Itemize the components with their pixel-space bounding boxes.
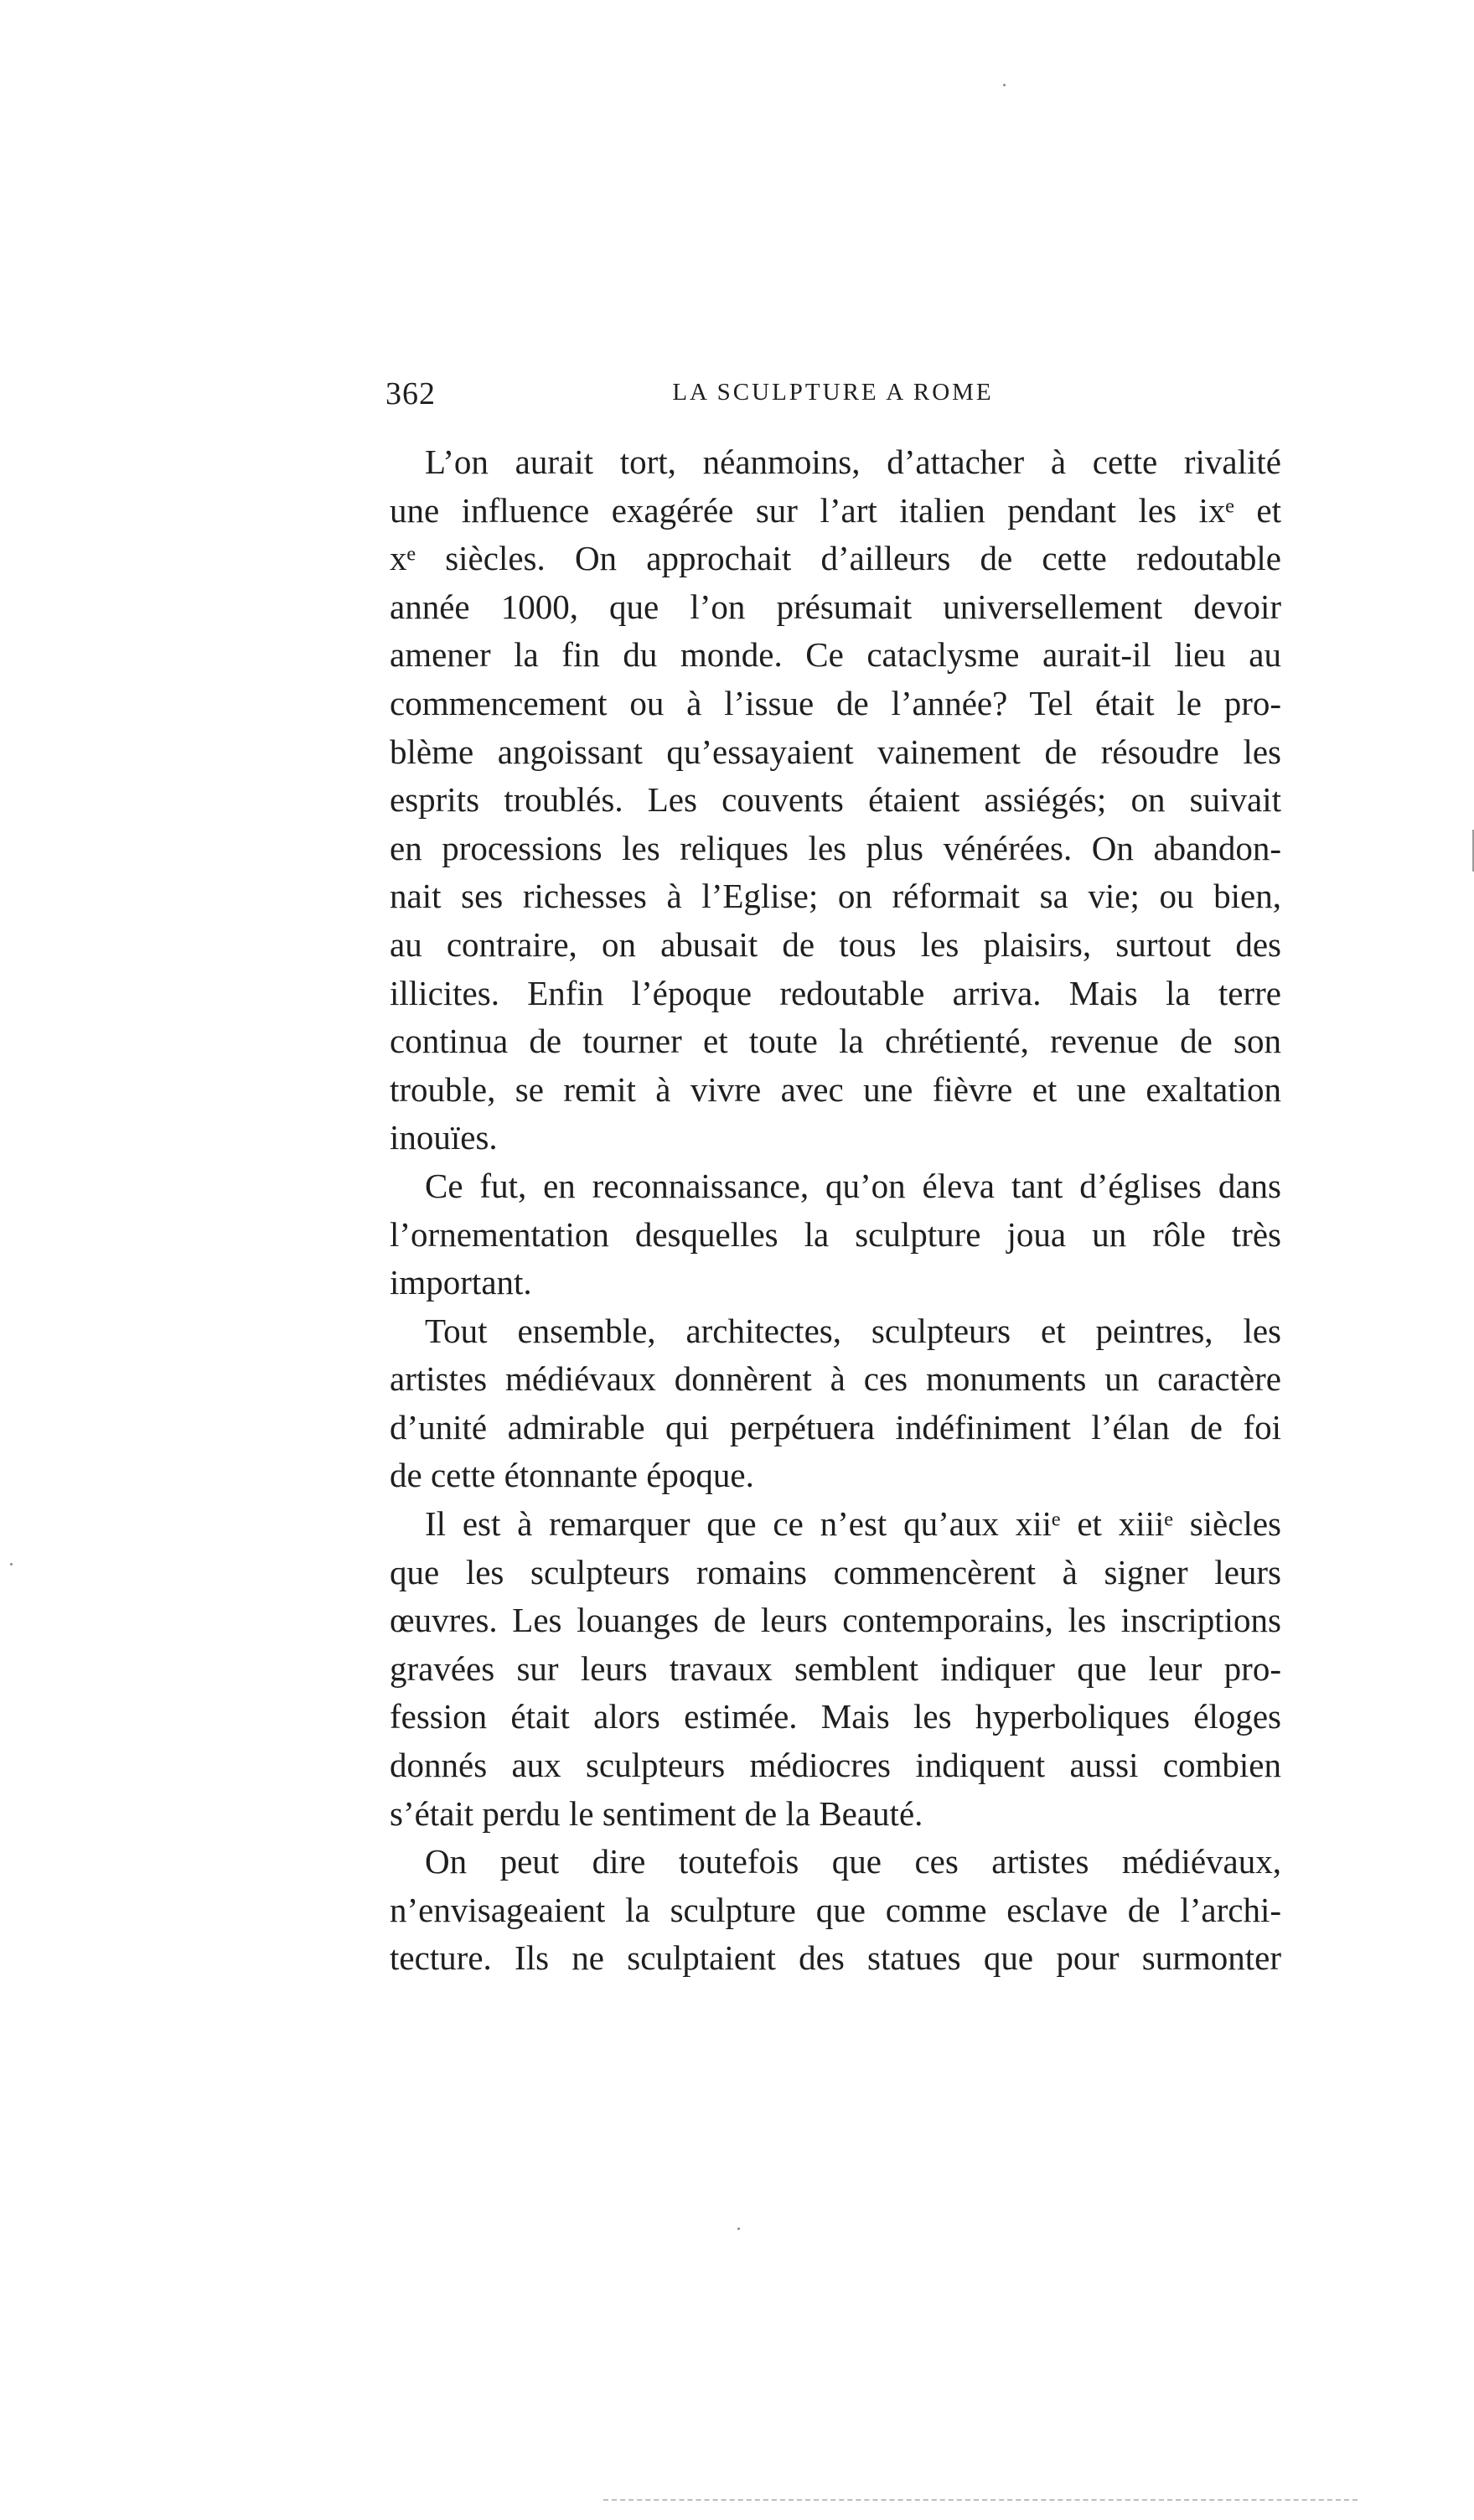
text-line: l’ornementation desquelles la sculpture joua un rôle très bbox=[390, 1214, 1281, 1254]
text-line: année 1000, que l’on présumait universellement devoir bbox=[390, 587, 1281, 626]
text-line: illicites. Enfin l’époque redoutable arriva. Mais la terre bbox=[390, 973, 1281, 1012]
text-line: tecture. Ils ne sculptaient des statues que pour surmonter bbox=[390, 1938, 1281, 1978]
text-line: s’était perdu le sentiment de la Beauté. bbox=[390, 1793, 923, 1833]
text-line: d’unité admirable qui perpétuera indéfiniment l’élan de foi bbox=[390, 1407, 1281, 1446]
scan-bottom-rule bbox=[603, 2499, 1358, 2501]
running-title: LA SCULPTURE A ROME bbox=[672, 379, 994, 406]
text-line: gravées sur leurs travaux semblent indiquer que leur pro- bbox=[390, 1648, 1281, 1688]
scan-speck bbox=[10, 1563, 13, 1565]
text-line: en processions les reliques les plus vénérées. On abandon- bbox=[390, 828, 1281, 867]
text-line: de cette étonnante époque. bbox=[390, 1456, 754, 1495]
page-number: 362 bbox=[385, 376, 436, 411]
text-line: Il est à remarquer que ce n’est qu’aux xiiᵉ et xiiiᵉ siècles bbox=[425, 1504, 1281, 1544]
paragraph bbox=[390, 1162, 1281, 1307]
text-line: au contraire, on abusait de tous les plaisirs, surtout des bbox=[390, 924, 1281, 964]
running-head bbox=[385, 375, 1280, 417]
text-line: Ce fut, en reconnaissance, qu’on éleva tant d’églises dans bbox=[425, 1166, 1281, 1205]
text-line: donnés aux sculpteurs médiocres indiquent aussi combien bbox=[390, 1746, 1281, 1785]
text-line: nait ses richesses à l’Eglise; on réformait sa vie; ou bien, bbox=[390, 877, 1281, 916]
paragraph bbox=[390, 1307, 1281, 1500]
text-line: œuvres. Les louanges de leurs contemporains, les inscriptions bbox=[390, 1601, 1281, 1640]
text-line: artistes médiévaux donnèrent à ces monuments un caractère bbox=[390, 1359, 1281, 1399]
text-line: xᵉ siècles. On approchait d’ailleurs de cette redoutable bbox=[390, 539, 1281, 578]
text-line: blème angoissant qu’essayaient vainement de résoudre les bbox=[390, 732, 1281, 771]
text-line: commencement ou à l’issue de l’année? Tel était le pro- bbox=[390, 683, 1281, 722]
text-line: amener la fin du monde. Ce cataclysme aurait-il lieu au bbox=[390, 635, 1281, 675]
text-line: fession était alors estimée. Mais les hyperboliques éloges bbox=[390, 1697, 1281, 1736]
body-text bbox=[390, 438, 1281, 1983]
text-line: n’envisageaient la sculpture que comme esclave de l’archi- bbox=[390, 1890, 1281, 1929]
scan-speck bbox=[1003, 84, 1006, 86]
text-line: continua de tourner et toute la chrétienté, revenue de son bbox=[390, 1022, 1281, 1061]
text-line: trouble, se remit à vivre avec une fièvre et une exaltation bbox=[390, 1069, 1281, 1109]
paragraph bbox=[390, 1838, 1281, 1983]
text-line: esprits troublés. Les couvents étaient assiégés; on suivait bbox=[390, 780, 1281, 820]
text-line: Tout ensemble, architectes, sculpteurs et peintres, les bbox=[425, 1311, 1281, 1350]
text-line: On peut dire toutefois que ces artistes médiévaux, bbox=[425, 1842, 1281, 1881]
scan-speck bbox=[737, 2228, 740, 2230]
text-line: L’on aurait tort, néanmoins, d’attacher à cette rivalité bbox=[425, 442, 1281, 481]
text-line: que les sculpteurs romains commencèrent à signer leurs bbox=[390, 1552, 1281, 1591]
text-line: inouïes. bbox=[390, 1118, 498, 1157]
text-line: une influence exagérée sur l’art italien pendant les ixᵉ et bbox=[390, 490, 1281, 530]
text-line: important. bbox=[390, 1263, 532, 1302]
paragraph bbox=[390, 1500, 1281, 1838]
paragraph bbox=[390, 438, 1281, 1162]
